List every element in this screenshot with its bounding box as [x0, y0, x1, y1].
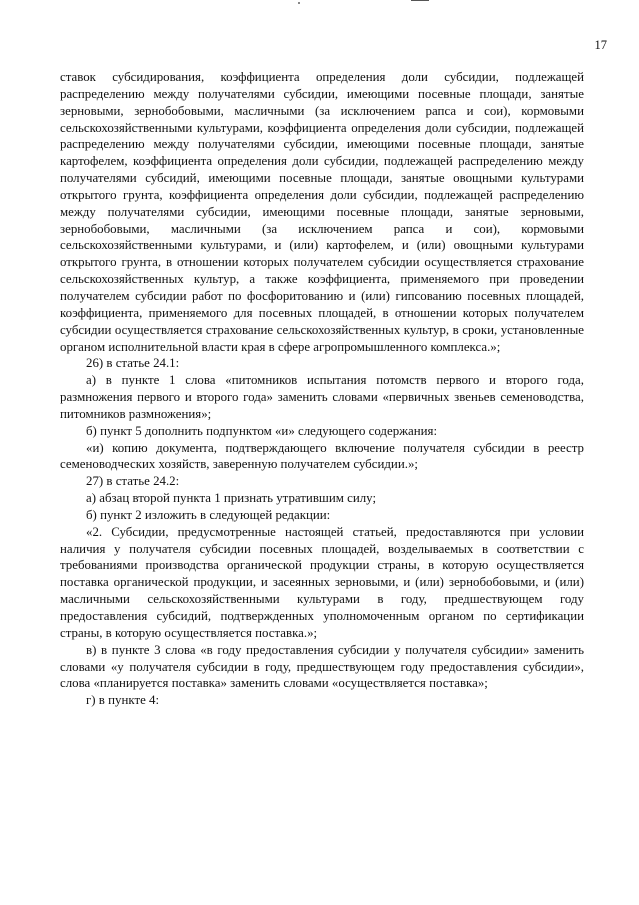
paragraph-item-27b: б) пункт 2 изложить в следующей редакции: [86, 507, 331, 522]
scan-artifact-dot [298, 2, 300, 4]
paragraph-item-27: 27) в статье 24.2: [86, 474, 180, 489]
paragraph-item-27b-quote: «2. Субсидии, предусмотренные настоящей статьей, предоставляются при условии наличия у получателя субсидии посевных площадей, возделываемых в соответствии с требованиями производства органической продукции страны, в которую осуществляется поставка органической продукции, и засеянных зерновыми, и (или) зернобобовыми, и (или) масличными сельскохозяйственными культурами в году, предшествующем году предоставления субсидий, подтвержденных уполномоченным органом по сертификации страны, в которую осуществляется поставка.»; [60, 524, 584, 640]
paragraph-item-27a: а) абзац второй пункта 1 признать утратившим силу; [86, 491, 377, 506]
scan-artifact-mark [411, 0, 429, 1]
paragraph-item-26: 26) в статье 24.1: [86, 356, 180, 371]
paragraph-item-27g: г) в пункте 4: [86, 693, 160, 708]
paragraph-item-27v: в) в пункте 3 слова «в году предоставления субсидии у получателя субсидии» заменить словами «у получателя субсидии в году, предшествующем году предоставления субсидии», слова «планируется поставка» заменить словами «осуществляется поставка»; [60, 642, 584, 691]
page-number: 17 [594, 38, 607, 52]
paragraph-item-26b-quote: «и) копию документа, подтверждающего включение получателя субсидии в реестр семеноводческих хозяйств, заверенную получателем субсидии.»; [60, 440, 584, 472]
paragraph-item-26a: а) в пункте 1 слова «питомников испытания потомств первого и второго года, размножения первого и второго года» заменить словами «первичных звеньев семеноводства, питомников размножения»; [60, 373, 584, 421]
document-body [60, 69, 584, 709]
paragraph-rates-continuation: ставок субсидирования, коэффициента определения доли субсидии, подлежащей распределению между получателями субсидии, имеющими посевные площади, занятые зерновыми, зернобобовыми, масличными (за исключением рапса и сои), кормовыми сельскохозяйственными культурами, коэффициента определения доли субсидии, подлежащей распределению между получателями субсидии, имеющими посевные площади, занятые картофелем, коэффициента определения доли субсидии, подлежащей распределению между получателями субсидий, имеющими посевные площади, занятые овощными культурами открытого грунта, коэффициента определения доли субсидии, подлежащей распределению между получателями субсидии, имеющими посевные площади, занятые зерновыми, зернобобовыми, масличными (за исключением рапса и сои), кормовыми сельскохозяйственными культурами, и (или) картофелем, и (или) овощными культурами открытого грунта, в отношении которых получателем субсидии осуществляется страхование сельскохозяйственных культур, а также коэффициента, применяемого при проведении получателем субсидии работ по фосфоритованию и (или) гипсованию посевных площадей, коэффициента, применяемого для посевных площадей, в отношении которых получателем субсидии осуществляется страхование сельскохозяйственных культур, в сроки, установленные органом исполнительной власти края в сфере агропромышленного комплекса.»; [60, 70, 584, 354]
paragraph-item-26b: б) пункт 5 дополнить подпунктом «и» следующего содержания: [86, 423, 438, 438]
